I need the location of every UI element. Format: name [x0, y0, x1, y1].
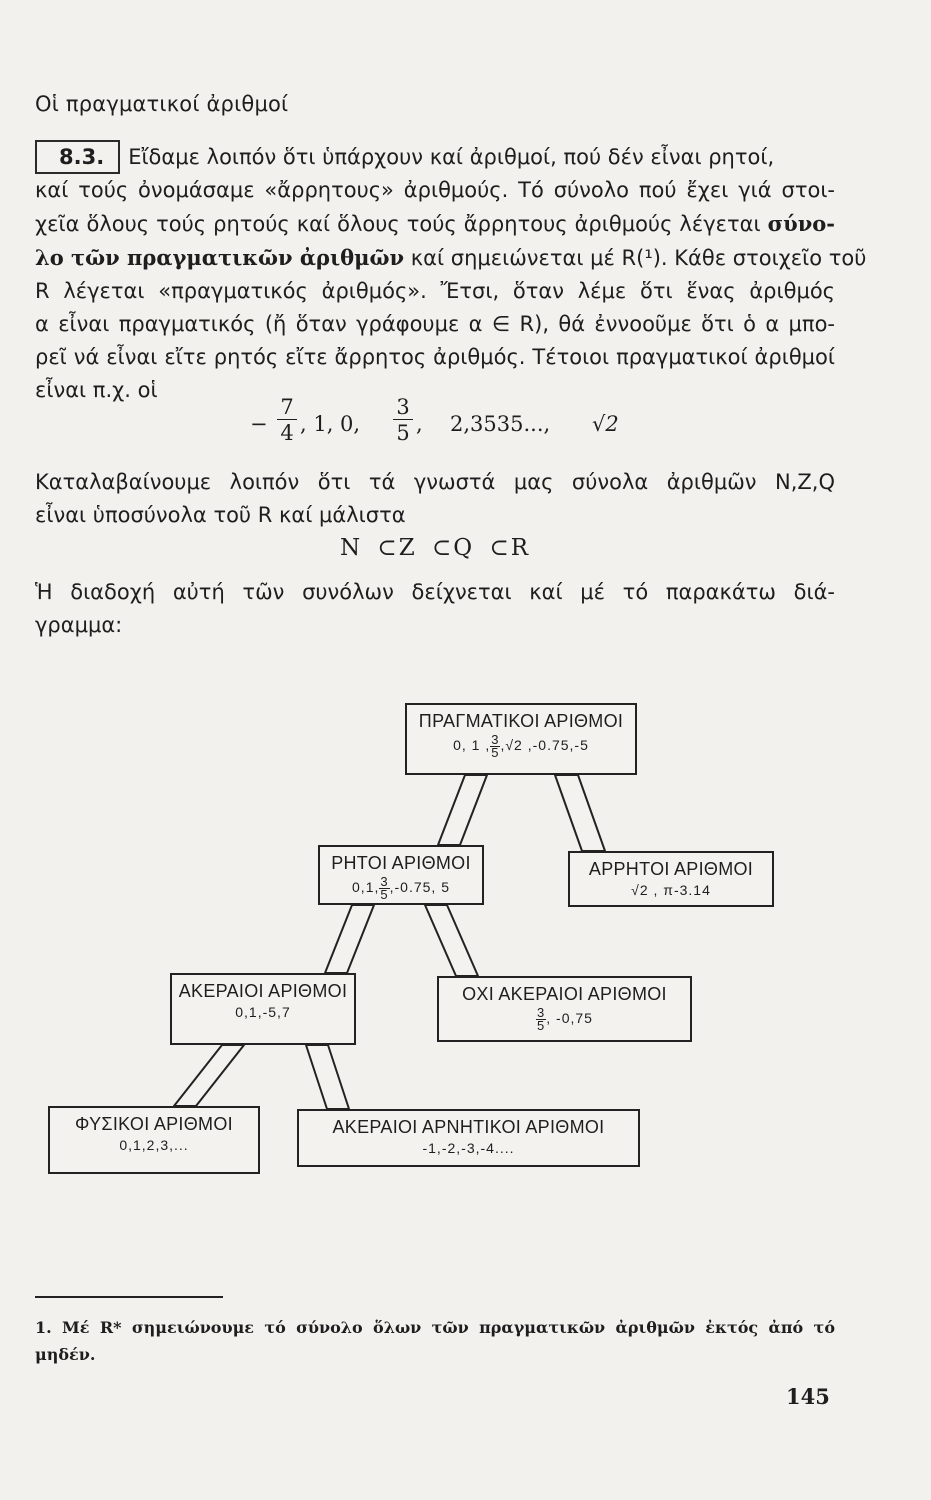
paragraph-line: ρεῖ νά εἶναι εἴτε ρητός εἴτε ἄρρητος ἀριθμός. Τέτοιοι πραγματικοί ἀριθμοί	[35, 345, 835, 369]
box-values: 0,1,-5,7	[235, 1004, 291, 1020]
box-title: ΦΥΣΙΚΟΙ ΑΡΙΘΜΟΙ	[75, 1114, 233, 1134]
box-title: ΠΡΑΓΜΑΤΙΚΟΙ ΑΡΙΘΜΟΙ	[418, 711, 624, 731]
box-natural-numbers	[48, 1106, 260, 1174]
footnote-divider	[35, 1296, 223, 1298]
connector-rational-noninteger	[425, 905, 478, 976]
box-title: ΡΗΤΟΙ ΑΡΙΘΜΟΙ	[331, 853, 471, 873]
box-values: $\frac{3}{5}$, -0,75	[537, 1005, 593, 1033]
paragraph-line: χεῖα ὅλους τούς ρητούς καί ὅλους τούς ἄρρητους ἀριθμούς λέγεται σύνο-	[35, 211, 835, 236]
paragraph-line: Καταλαβαίνουμε λοιπόν ὅτι τά γνωστά μας σύνολα ἀριθμῶν N,Z,Q	[35, 470, 835, 494]
box-integer-numbers	[170, 973, 356, 1045]
connector-integer-natural	[174, 1045, 244, 1106]
box-values: 0, 1 , $\frac{3}{5},√2$ ,-0.75,-5	[453, 732, 589, 760]
subset-chain: N ⊂Z ⊂Q ⊂R	[340, 535, 531, 561]
minus-sign: −	[250, 412, 268, 436]
paragraph-line: καί τούς ὀνομάσαμε «ἄρρητους» ἀριθμούς. Τό σύνολο πού ἔχει γιά στοι-	[35, 178, 835, 202]
box-values: 0,1,2,3,...	[119, 1137, 189, 1153]
example-numbers-formula: − $\frac{7}{4}$ , 1, 0, $\frac{3}{5}$ , 2,3535..., √2	[250, 395, 619, 445]
box-values: 0,1, $\frac{3}{5},-0.75$, 5	[352, 874, 450, 902]
box-title: ΑΡΡΗΤΟΙ ΑΡΙΘΜΟΙ	[588, 859, 754, 879]
paragraph-line: γραμμα:	[35, 613, 123, 637]
section-title: Οἱ πραγματικοί ἀριθμοί	[35, 92, 289, 116]
paragraph-line: R λέγεται «πραγματικός ἀριθμός». Ἔτσι, ὅταν λέμε ὅτι ἕνας ἀριθμός	[35, 279, 835, 303]
box-title: ΑΚΕΡΑΙΟΙ ΑΡΝΗΤΙΚΟΙ ΑΡΙΘΜΟΙ	[332, 1117, 605, 1137]
sqrt-two: √2	[592, 412, 619, 436]
paragraph-line: α εἶναι πραγματικός (ἤ ὅταν γράφουμε α ∈ R), θά ἐννοοῦμε ὅτι ὁ α μπο-	[35, 312, 835, 336]
paragraph-line: 8.3. Εἴδαμε λοιπόν ὅτι ὑπάρχουν καί ἀριθμοί, πού δέν εἶναι ρητοί,	[35, 140, 835, 174]
fraction-7-4: $\frac{7}{4}$	[277, 395, 297, 446]
box-values: -1,-2,-3,-4....	[422, 1140, 515, 1156]
box-negative-integers	[297, 1109, 640, 1167]
box-real-numbers	[405, 703, 637, 775]
bold-term: σύνο-	[767, 211, 835, 236]
box-irrational-numbers	[568, 851, 774, 907]
paragraph-line: λο τῶν πραγματικῶν ἀριθμῶν καί σημειώνεται μέ R(¹). Κάθε στοιχεῖο τοῦ	[35, 245, 867, 270]
paragraph-line: Ἡ διαδοχή αὐτή τῶν συνόλων δείχνεται καί μέ τό παρακάτω διά-	[35, 580, 835, 604]
connector-real-irrational	[555, 775, 605, 851]
paragraph-line: εἶναι ὑποσύνολα τοῦ R καί μάλιστα	[35, 503, 406, 527]
box-values: √2 , π-3.14	[631, 882, 711, 898]
footnote-line: μηδέν.	[35, 1345, 96, 1364]
connector-rational-integer	[325, 905, 374, 973]
footnote-line: 1. Μέ R* σημειώνουμε τό σύνολο ὅλων τῶν πραγματικῶν ἀριθμῶν ἐκτός ἀπό τό	[35, 1318, 835, 1337]
box-title: ΟΧΙ ΑΚΕΡΑΙΟΙ ΑΡΙΘΜΟΙ	[462, 984, 667, 1004]
connector-integer-negative	[306, 1045, 349, 1109]
bold-term: λο τῶν πραγματικῶν ἀριθμῶν	[35, 245, 405, 270]
connector-real-rational	[438, 775, 487, 845]
paragraph-line: εἶναι π.χ. οἱ	[35, 378, 158, 402]
page-number: 145	[786, 1384, 830, 1409]
fraction-3-5: $\frac{3}{5}$	[393, 395, 413, 446]
box-title: ΑΚΕΡΑΙΟΙ ΑΡΙΘΜΟΙ	[178, 981, 348, 1001]
box-rational-numbers	[318, 845, 484, 905]
section-number: 8.3.	[35, 140, 120, 174]
footnote	[35, 1314, 835, 1368]
box-non-integer-numbers	[437, 976, 692, 1042]
